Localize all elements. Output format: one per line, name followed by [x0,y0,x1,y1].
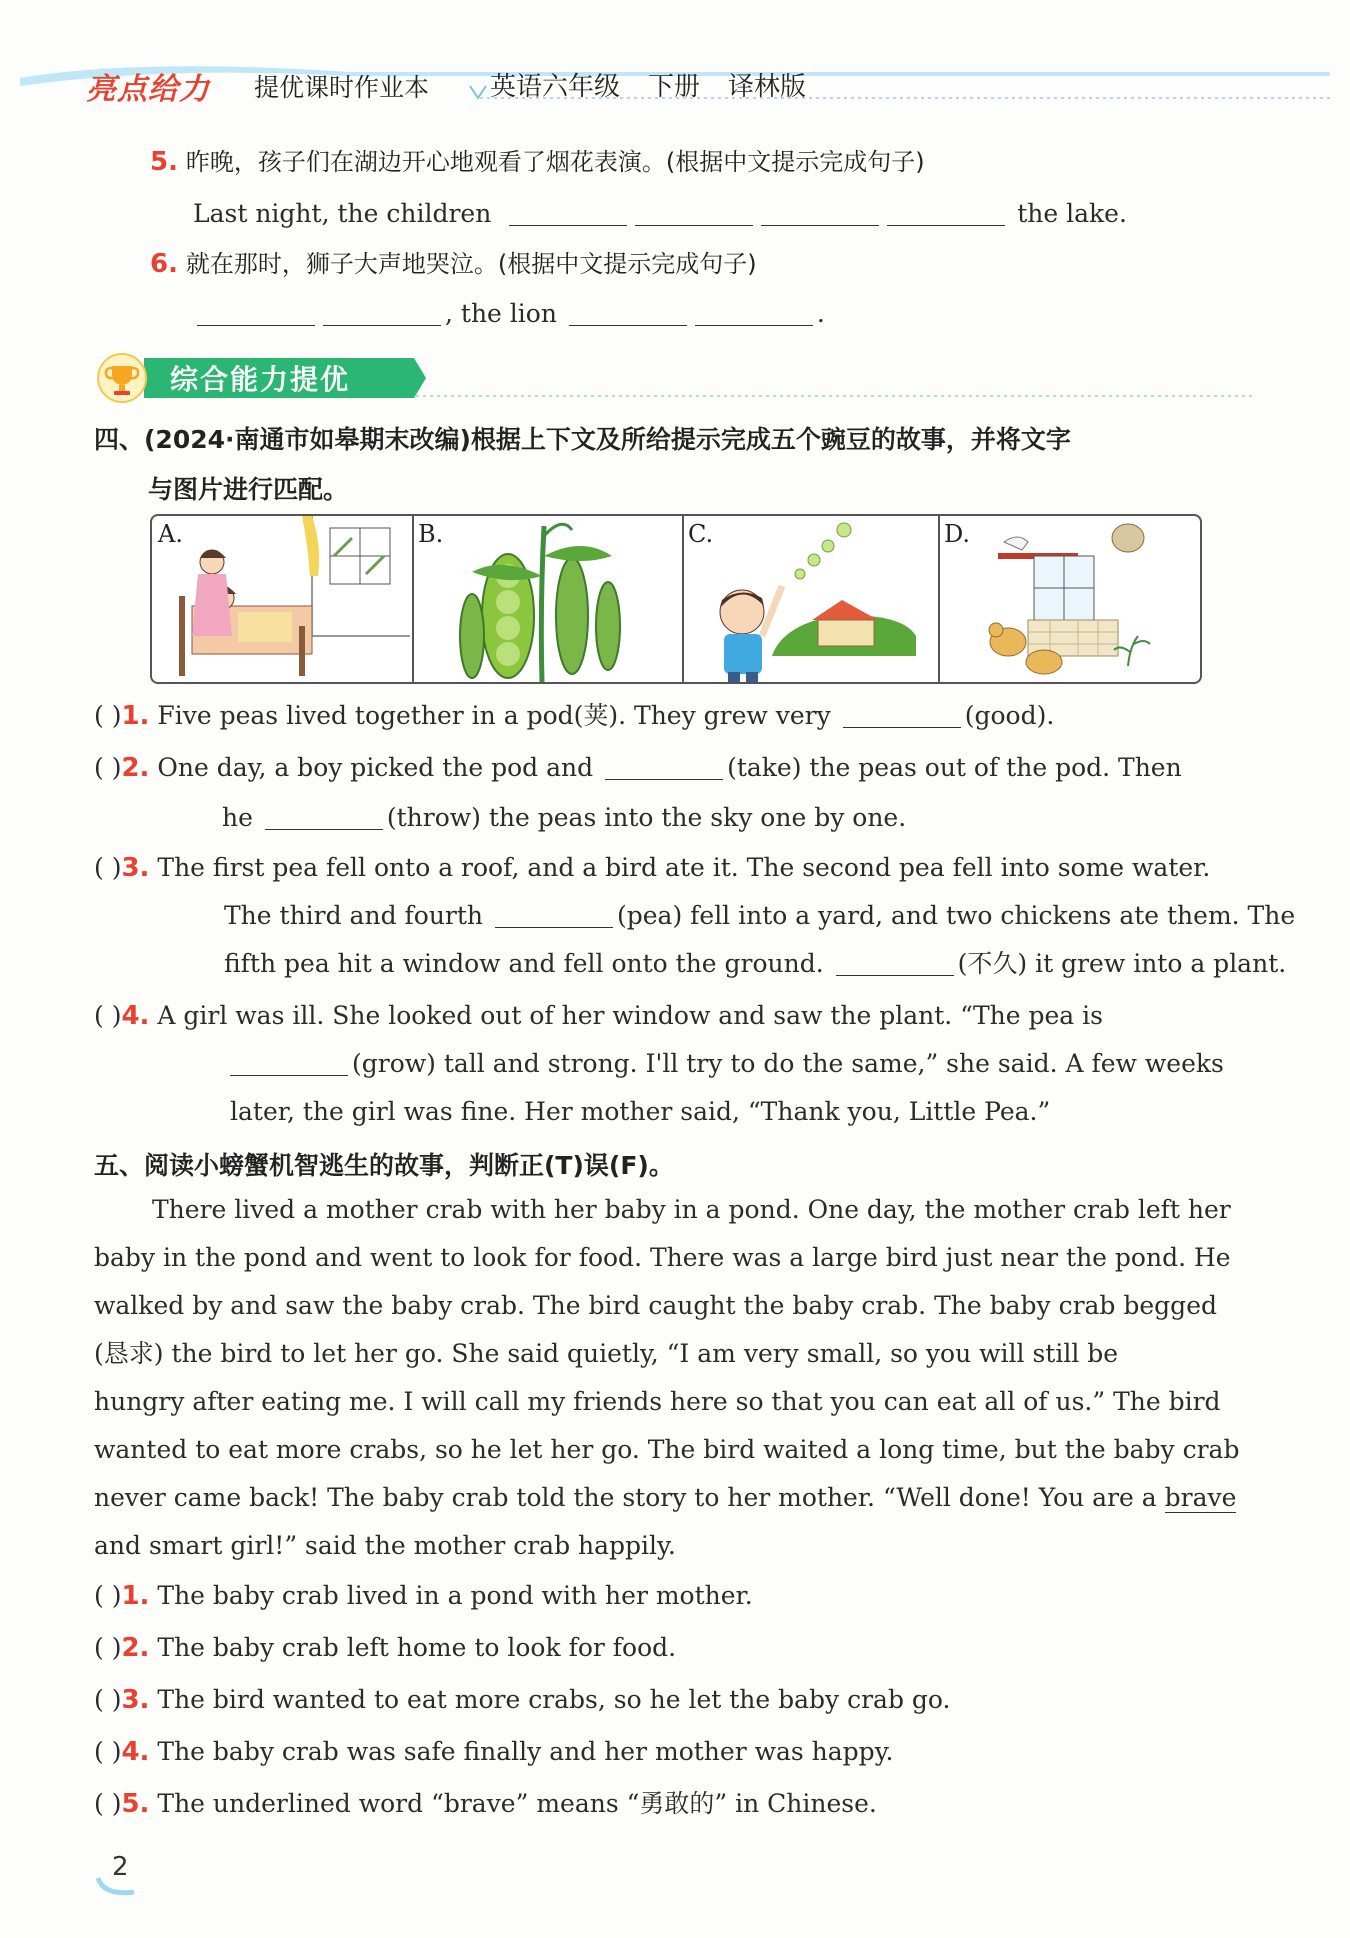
picture-label: C. [688,520,714,548]
answer-blank[interactable] [569,301,687,326]
item-text: he [222,803,253,832]
answer-paren[interactable]: ( ) [94,753,122,782]
q6-prompt-text: 就在那时，狮子大声地哭泣。(根据中文提示完成句子) [185,250,757,278]
q5-sentence-start: Last night, the children [193,199,492,228]
passage-line: hungry after eating me. I will call my friends here so that you can eat all of us.” The bird [94,1387,1221,1416]
item-number: 4. [121,1737,150,1767]
picture-strip [150,514,1202,684]
s4-item-3-cont [224,900,1295,932]
q5-number: 5. [150,147,178,177]
item-number: 2. [121,753,150,783]
item-text: The bird wanted to eat more crabs, so he let the baby crab go. [157,1685,951,1714]
q6-prompt [150,248,757,280]
item-number: 4. [121,1001,150,1031]
q6-end: . [816,299,825,328]
answer-paren[interactable]: ( ) [94,1789,122,1818]
answer-blank[interactable] [605,755,723,780]
passage-line: walked by and saw the baby crab. The bird caught the baby crab. The baby crab begged [94,1291,1217,1320]
answer-blank[interactable] [230,1051,348,1076]
s4-item-4-cont2 [230,1096,1050,1128]
item-text: (pea) fell into a yard, and two chickens ate them. The [616,901,1296,930]
volume-label: 下册 [648,72,701,102]
s5-item-4 [94,1736,893,1768]
q5-sentence-end: the lake. [1017,199,1127,228]
q5-sentence [193,198,1127,230]
answer-blank[interactable] [843,703,961,728]
answer-blank[interactable] [323,301,441,326]
s5-item-2 [94,1632,676,1664]
window-chickens-plant-icon [938,516,1198,682]
item-text: (throw) the peas into the sky one by one. [386,803,907,832]
q6-mid: , the lion [445,299,557,328]
answer-paren[interactable]: ( ) [94,853,122,882]
boy-throwing-peas-icon [682,516,936,682]
answer-blank[interactable] [509,201,627,226]
page-number: 2 [112,1852,129,1882]
answer-paren[interactable]: ( ) [94,1001,122,1030]
answer-blank[interactable] [761,201,879,226]
picture-b[interactable] [412,516,684,682]
passage-line: wanted to eat more crabs, so he let her go. The bird waited a long time, but the baby crab [94,1435,1240,1464]
answer-blank[interactable] [695,301,813,326]
trophy-icon [96,352,148,404]
series-title: 提优课时作业本 [254,73,430,102]
item-text: (grow) tall and strong. I'll try to do the same,” she said. A few weeks [352,1049,1224,1078]
pea-pods-plant-icon [412,516,680,682]
item-text: The underlined word “brave” means “勇敢的” in Chinese. [157,1789,877,1818]
item-number: 1. [121,701,150,731]
item-text: The baby crab lived in a pond with her mother. [157,1581,753,1610]
s5-item-3 [94,1684,950,1716]
q5-prompt [150,146,925,178]
q6-sentence [193,298,825,330]
item-number: 3. [121,853,150,883]
passage-line: and smart girl!” said the mother crab happily. [94,1531,676,1560]
item-number: 2. [121,1633,150,1663]
answer-paren[interactable]: ( ) [94,1685,122,1714]
q5-prompt-text: 昨晚，孩子们在湖边开心地观看了烟花表演。(根据中文提示完成句子) [185,148,925,176]
item-number: 1. [121,1581,150,1611]
answer-blank[interactable] [836,951,954,976]
picture-label: A. [158,520,183,548]
item-text: fifth pea hit a window and fell onto the ground. [224,949,824,978]
item-text: (不久) it grew into a plant. [957,949,1287,978]
passage-line: (恳求) the bird to let her go. She said quietly, “I am very small, so you will still be [94,1339,1119,1368]
answer-paren[interactable]: ( ) [94,1633,122,1662]
s4-item-3 [94,852,1210,884]
item-number: 3. [121,1685,150,1715]
answer-blank[interactable] [197,301,315,326]
s4-item-1 [94,700,1054,732]
answer-paren[interactable]: ( ) [94,1737,122,1766]
s5-item-1 [94,1580,753,1612]
s4-item-4-cont [226,1048,1224,1080]
s5-item-5 [94,1788,877,1820]
item-text: The baby crab left home to look for food. [157,1633,677,1662]
section4-heading-cont: 与图片进行匹配。 [148,475,349,504]
passage-line: There lived a mother crab with her baby in a pond. One day, the mother crab left her [152,1195,1231,1224]
answer-paren[interactable]: ( ) [94,701,122,730]
item-text: (good). [964,701,1055,730]
item-text: A girl was ill. She looked out of her window and saw the plant. “The pea is [157,1001,1103,1030]
s4-item-3-cont2 [224,948,1286,980]
item-text: The first pea fell onto a roof, and a bird ate it. The second pea fell into some water. [157,853,1211,882]
picture-label: D. [944,520,971,548]
item-text: (take) the peas out of the pod. Then [727,753,1182,782]
underlined-word: brave [1164,1483,1237,1512]
s4-item-2 [94,752,1182,784]
picture-a[interactable] [152,516,414,682]
picture-d[interactable] [938,516,1200,682]
header-subtitle [490,66,834,103]
item-text: The baby crab was safe finally and her mother was happy. [157,1737,894,1766]
item-text: The third and fourth [224,901,484,930]
item-number: 5. [121,1789,150,1819]
s4-item-2-cont [222,802,906,834]
picture-label: B. [418,520,444,548]
item-text: later, the girl was fine. Her mother said, “Thank you, Little Pea.” [230,1097,1051,1126]
s4-item-4 [94,1000,1103,1032]
brand-logo: 亮点给力 [86,72,210,107]
passage-text: never came back! The baby crab told the story to her mother. “Well done! You are a [94,1483,1157,1512]
answer-blank[interactable] [635,201,753,226]
answer-blank[interactable] [265,805,383,830]
picture-c[interactable] [682,516,940,682]
item-text: One day, a boy picked the pod and [157,753,594,782]
passage-line: baby in the pond and went to look for food. There was a large bird just near the pond. He [94,1243,1231,1272]
answer-blank[interactable] [887,201,1005,226]
section4-heading: 四、(2024·南通市如皋期末改编)根据上下文及所给提示完成五个豌豆的故事，并将文字 [94,425,1071,454]
q6-number: 6. [150,249,178,279]
edition-label: 译林版 [728,72,807,102]
item-text: Five peas lived together in a pod(荚). They grew very [157,701,831,730]
subject-label: 英语六年级 [490,72,621,102]
answer-blank[interactable] [495,903,613,928]
answer-paren[interactable]: ( ) [94,1581,122,1610]
section5-heading: 五、阅读小螃蟹机智逃生的故事，判断正(T)误(F)。 [94,1151,674,1180]
sick-girl-in-bed-icon [152,516,410,682]
banner-label: 综合能力提优 [170,363,351,396]
passage-line-7 [94,1482,1236,1514]
